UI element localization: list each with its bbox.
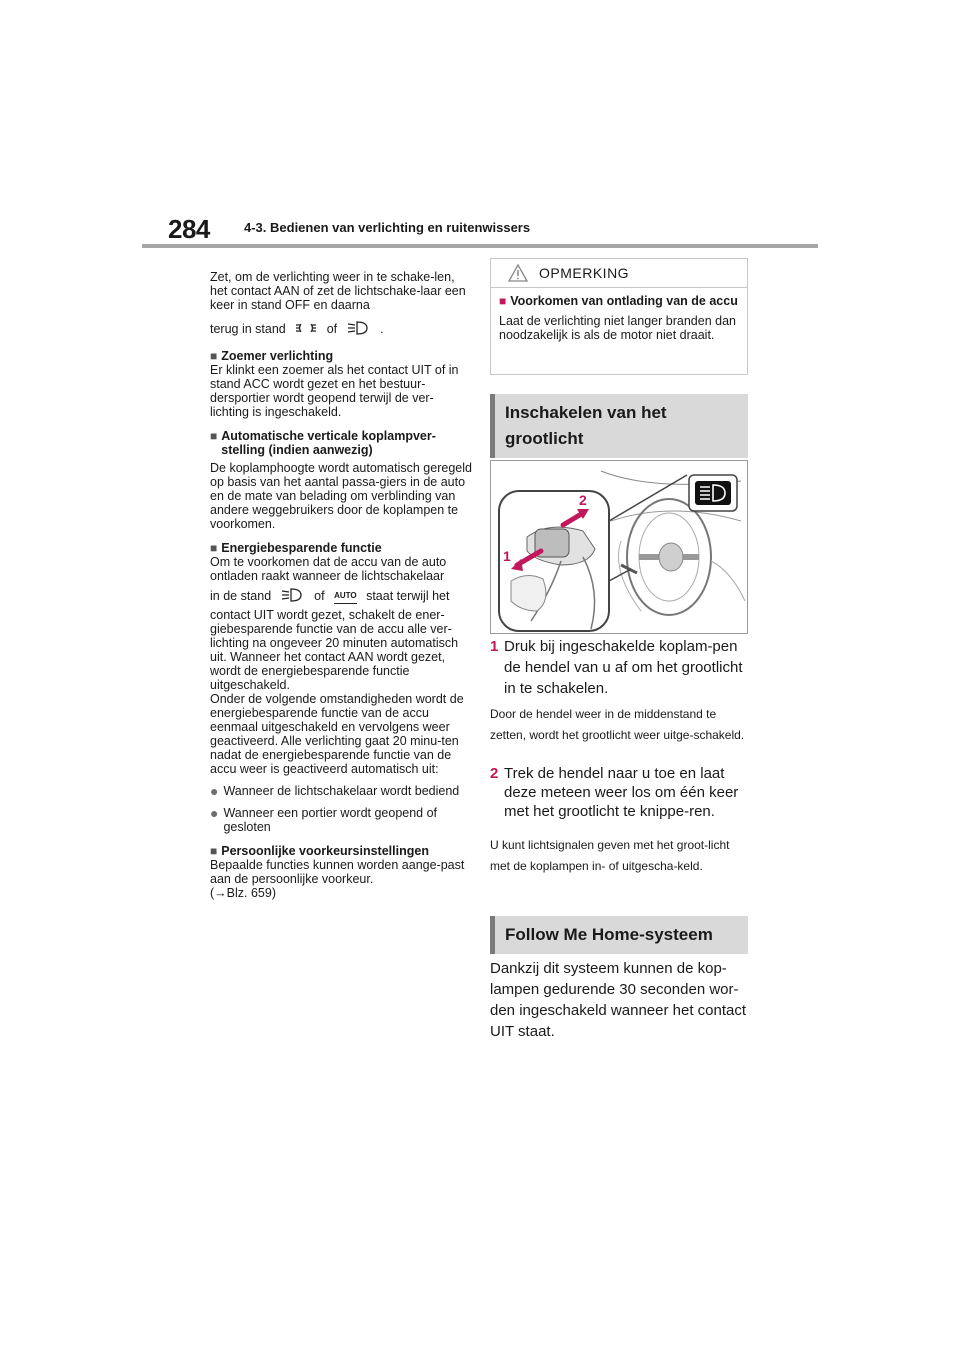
illus-label-1: 1	[503, 548, 511, 564]
notice-text: Laat de verlichting niet langer branden dan noodzakelijk is als de motor niet draait.	[499, 314, 736, 342]
section-text: Onder de volgende omstandigheden wordt de energiebesparende functie van de accu eenmaal uitgeschakeld en vervolgens weer geactiveerd. Alle verlichting gaat 20 minu-ten nadat de energiebesparende functie van de accu weer is geactiveerd automatisch uit:	[210, 692, 464, 776]
illus-label-2: 2	[579, 492, 587, 508]
step-1-note: Door de hendel weer in de middenstand te zetten, wordt het grootlicht weer uitge-schakeld.	[490, 707, 745, 742]
section-text: Er klinkt een zoemer als het contact UIT of in stand ACC wordt gezet en het bestuur-dersportier wordt geopend terwijl de ver-lichting is ingeschakeld.	[210, 363, 459, 419]
section-title-follow-me-home: Follow Me Home-systeem	[490, 916, 748, 954]
warning-triangle-icon	[507, 263, 529, 288]
step-2: 2 Trek de hendel naar u toe en laat deze meteen weer los om één keer met het grootlicht te knippe-ren.	[490, 765, 739, 820]
section-heading: ■ Energiebesparende functie	[210, 541, 382, 555]
list-item: ● Wanneer een portier wordt geopend of gesloten	[210, 805, 438, 834]
headlight-icon	[281, 587, 305, 606]
left-column	[210, 270, 472, 908]
page-reference[interactable]: (→Blz. 659)	[210, 886, 276, 900]
page-number: 284	[168, 214, 210, 244]
intro-pre: terug in stand	[210, 321, 286, 336]
notice-box	[490, 258, 748, 375]
headlight-icon	[347, 320, 371, 339]
notice-title: OPMERKING	[539, 265, 630, 281]
intro-text: Zet, om de verlichting weer in te schake-len, het contact AAN of zet de lichtschake-laar een keer in stand OFF en daarna	[210, 270, 466, 312]
header-divider	[142, 244, 818, 248]
auto-icon: AUTO	[334, 589, 357, 604]
section-text: De koplamphoogte wordt automatisch geregeld op basis van het aantal passa-giers in de auto en de mate van belading om verblinding van andere weggebruikers door de koplampen te voorkomen.	[210, 461, 472, 531]
notice-subtitle: ■ Voorkomen van ontlading van de accu	[499, 294, 738, 308]
follow-me-home-text: Dankzij dit systeem kunnen de kop-lampen gedurende 30 seconden wor-den ingeschakeld wanneer het contact UIT staat.	[490, 960, 747, 1040]
intro-mid: of	[326, 321, 338, 336]
notice-header	[491, 259, 747, 288]
tail-light-icon	[295, 321, 317, 338]
intro-post: .	[380, 321, 384, 336]
section-heading: ■ Zoemer verlichting	[210, 349, 334, 363]
step-1: 1 Druk bij ingeschakelde koplam-pen de hendel van u af om het grootlicht in te schakelen.	[490, 638, 743, 697]
high-beam-lever-illustration	[490, 460, 748, 634]
section-text: Om te voorkomen dat de accu van de auto ontladen raakt wanneer de lichtschakelaar	[210, 555, 447, 583]
list-item: ● Wanneer de lichtschakelaar wordt bediend	[210, 783, 460, 799]
section-heading: ■ Automatische verticale koplampver-stelling (indien aanwezig)	[210, 429, 436, 457]
section-text-icons: in de stand of AUTO staat terwijl het	[210, 587, 472, 606]
section-text: contact UIT wordt gezet, schakelt de ener-giebesparende functie van de accu alle ver-lichting na ongeveer 20 minuten automatisch uit. Wanneer het contact AAN wordt gezet, wordt de energiebesparende functie uitgeschakeld.	[210, 608, 459, 692]
intro-text-icons	[210, 320, 472, 339]
step-2-note: U kunt lichtsignalen geven met het groot-licht met de koplampen in- of uitgescha-keld.	[490, 838, 730, 873]
chapter-title: 4-3. Bedienen van verlichting en ruitenwissers	[244, 220, 531, 235]
high-beam-icon	[695, 481, 731, 505]
section-heading: ■ Persoonlijke voorkeursinstellingen	[210, 844, 429, 858]
section-title-high-beam: Inschakelen van het grootlicht	[490, 394, 748, 458]
section-text: Bepaalde functies kunnen worden aange-past aan de persoonlijke voorkeur.	[210, 858, 465, 886]
